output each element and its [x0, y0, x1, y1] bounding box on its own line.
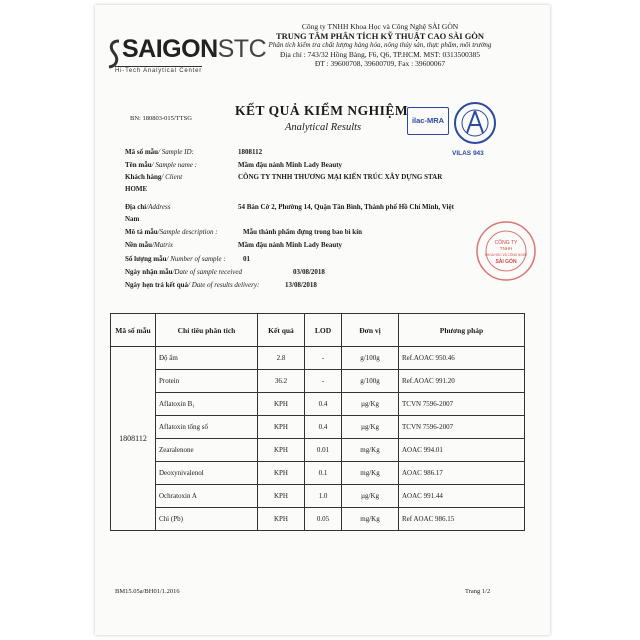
lod-cell: - [305, 370, 342, 393]
method-cell: AOAC 994.01 [399, 439, 525, 462]
unit-cell: g/100g [342, 347, 399, 370]
info-label-en: / Number of sample : [166, 255, 226, 263]
unit-cell: µg/Kg [342, 416, 399, 439]
info-label-vi: Nền mẫu [125, 241, 153, 249]
table-row [111, 370, 525, 393]
sample-id-cell: 1808112 [111, 347, 156, 531]
table-body [111, 347, 525, 531]
info-value: Mầm đậu nành Minh Lady Beauty [238, 241, 343, 249]
info-value: Mẫu thành phẩm đựng trong bao bì kín [243, 228, 363, 236]
table-row [111, 393, 525, 416]
col-header-sample-id: Mã số mẫu [111, 314, 156, 347]
info-label-en: / Date of results delivery: [188, 281, 260, 289]
info-value: Nam [125, 215, 140, 223]
info-value: 1808112 [238, 148, 263, 156]
stamp-line-1: CÔNG TY [494, 240, 518, 246]
stamp-line-3: KHOA HỌC VÀ CÔNG NGHỆ [484, 253, 528, 257]
info-label [125, 173, 182, 181]
col-header-indicator: Chỉ tiêu phân tích [156, 314, 258, 347]
document-number: BN: 180803-015/TTSG [130, 115, 192, 122]
lod-cell: 1.0 [305, 485, 342, 508]
table-row [111, 462, 525, 485]
result-cell: KPH [258, 462, 305, 485]
form-code: BM15.05a/BH01/1.2016 [115, 588, 180, 595]
lod-cell: 0.05 [305, 508, 342, 531]
info-value: 01 [243, 255, 250, 263]
info-label-vi: Mô tả mẫu [125, 228, 158, 236]
lod-cell: 0.01 [305, 439, 342, 462]
table-row [111, 347, 525, 370]
page-number: Trang 1/2 [465, 588, 491, 595]
lod-cell: 0.1 [305, 462, 342, 485]
info-label [125, 228, 218, 236]
info-label-vi: Tên mẫu [125, 161, 152, 169]
method-cell: TCVN 7596-2007 [399, 416, 525, 439]
center-name: TRUNG TÂM PHÂN TÍCH KỸ THUẬT CAO SÀI GÒN [275, 31, 485, 41]
indicator-cell: Zearalenone [156, 439, 258, 462]
company-name: Công ty TNHH Khoa Học và Công Nghệ SÀI GÒN [301, 22, 459, 31]
result-cell: KPH [258, 393, 305, 416]
indicator-cell: Protein [156, 370, 258, 393]
indicator-cell: Aflatoxin B₁ [156, 393, 258, 416]
table-row [111, 416, 525, 439]
info-label-vi: Ngày hẹn trả kết quả [125, 281, 189, 289]
company-stamp-icon [475, 220, 537, 282]
table-header-row [111, 314, 525, 347]
col-header-lod: LOD [305, 314, 342, 347]
info-label [125, 255, 226, 263]
unit-cell: mg/Kg [342, 439, 399, 462]
lod-cell: 0.4 [305, 416, 342, 439]
indicator-cell: Chì (Pb) [156, 508, 258, 531]
info-label-vi: Ngày nhận mẫu [125, 268, 173, 276]
indicator-cell: Aflatoxin tổng số [156, 416, 258, 439]
document-page [95, 5, 550, 635]
scope-line: Phân tích kiểm tra chất lượng hàng hóa, nông thủy sản, thực phẩm, môi trường [268, 41, 492, 49]
col-header-result: Kết quả [258, 314, 305, 347]
unit-cell: µg/Kg [342, 393, 399, 416]
stamp-line-2: TNHH [499, 246, 513, 251]
info-label-vi: Số lượng mẫu [125, 255, 167, 263]
info-label [125, 268, 242, 276]
col-header-unit: Đơn vị [342, 314, 399, 347]
result-cell: KPH [258, 416, 305, 439]
method-cell: Ref.AOAC 950.46 [399, 347, 525, 370]
method-cell: AOAC 986.17 [399, 462, 525, 485]
unit-cell: mg/Kg [342, 508, 399, 531]
result-cell: KPH [258, 508, 305, 531]
info-value: 03/08/2018 [293, 268, 325, 276]
unit-cell: mg/Kg [342, 462, 399, 485]
result-cell: KPH [258, 485, 305, 508]
address-line: Địa chỉ : 743/32 Hồng Bàng, F6, Q6, TP.HCM. MST: 0313500385 [279, 50, 481, 59]
indicator-cell: Ochratoxin A [156, 485, 258, 508]
phone-line: ĐT : 39600708, 39600709, Fax : 39600067 [314, 59, 446, 68]
lod-cell: 0.4 [305, 393, 342, 416]
info-value: 54 Bàn Cờ 2, Phường 14, Quận Tân Bình, Thành phố Hồ Chí Minh, Việt [238, 203, 454, 211]
info-label-en: /Date of sample received [172, 268, 242, 276]
document-subtitle: Analytical Results [285, 122, 362, 133]
lod-cell: - [305, 347, 342, 370]
method-cell: AOAC 991.44 [399, 485, 525, 508]
unit-cell: g/100g [342, 370, 399, 393]
info-label-en: /Sample description : [157, 228, 218, 236]
info-label [125, 241, 173, 249]
vilas-accreditation-seal-icon [453, 101, 497, 149]
result-cell: 2.8 [258, 347, 305, 370]
info-label [125, 281, 259, 289]
logo-tagline: Hi-Tech Analytical Center [115, 68, 203, 74]
info-label-vi: Địa chỉ [125, 203, 147, 211]
result-cell: 36.2 [258, 370, 305, 393]
table-row [111, 439, 525, 462]
table-row [111, 485, 525, 508]
table-row [111, 508, 525, 531]
method-cell: Ref AOAC 986.15 [399, 508, 525, 531]
info-label-en: /Address [146, 203, 171, 211]
stamp-line-4: SÀI GÒN [495, 259, 517, 265]
col-header-method: Phương pháp [399, 314, 525, 347]
info-label [125, 203, 170, 211]
method-cell: Ref.AOAC 991.20 [399, 370, 525, 393]
result-cell: KPH [258, 439, 305, 462]
vilas-label: VILAS 943 [452, 150, 484, 157]
method-cell: TCVN 7596-2007 [399, 393, 525, 416]
info-value: 13/08/2018 [285, 281, 317, 289]
info-label-en: / Sample ID: [158, 148, 194, 156]
info-label-vi: Mã số mẫu [125, 148, 159, 156]
unit-cell: µg/Kg [342, 485, 399, 508]
info-label-en: / Client [161, 173, 183, 181]
results-table [110, 313, 525, 531]
indicator-cell: Độ ẩm [156, 347, 258, 370]
info-value: HOME [125, 185, 148, 193]
document-title: KẾT QUẢ KIỂM NGHIỆM [235, 103, 409, 118]
indicator-cell: Deoxynivalenol [156, 462, 258, 485]
logo-main: SAIGON [122, 35, 218, 63]
info-label-en: /Matrix [152, 241, 174, 249]
info-label-en: / Sample name : [151, 161, 197, 169]
info-value: Mầm đậu nành Minh Lady Beauty [238, 161, 343, 169]
logo-suffix: STC [217, 35, 267, 63]
info-label [125, 148, 194, 156]
info-value: CÔNG TY TNHH THƯƠNG MẠI KIẾN TRÚC XÂY DỰNG STAR [238, 173, 443, 181]
info-label [125, 161, 197, 169]
info-label-vi: Khách hàng [125, 173, 162, 181]
ilac-mra-logo: ilac-MRA [407, 107, 449, 135]
